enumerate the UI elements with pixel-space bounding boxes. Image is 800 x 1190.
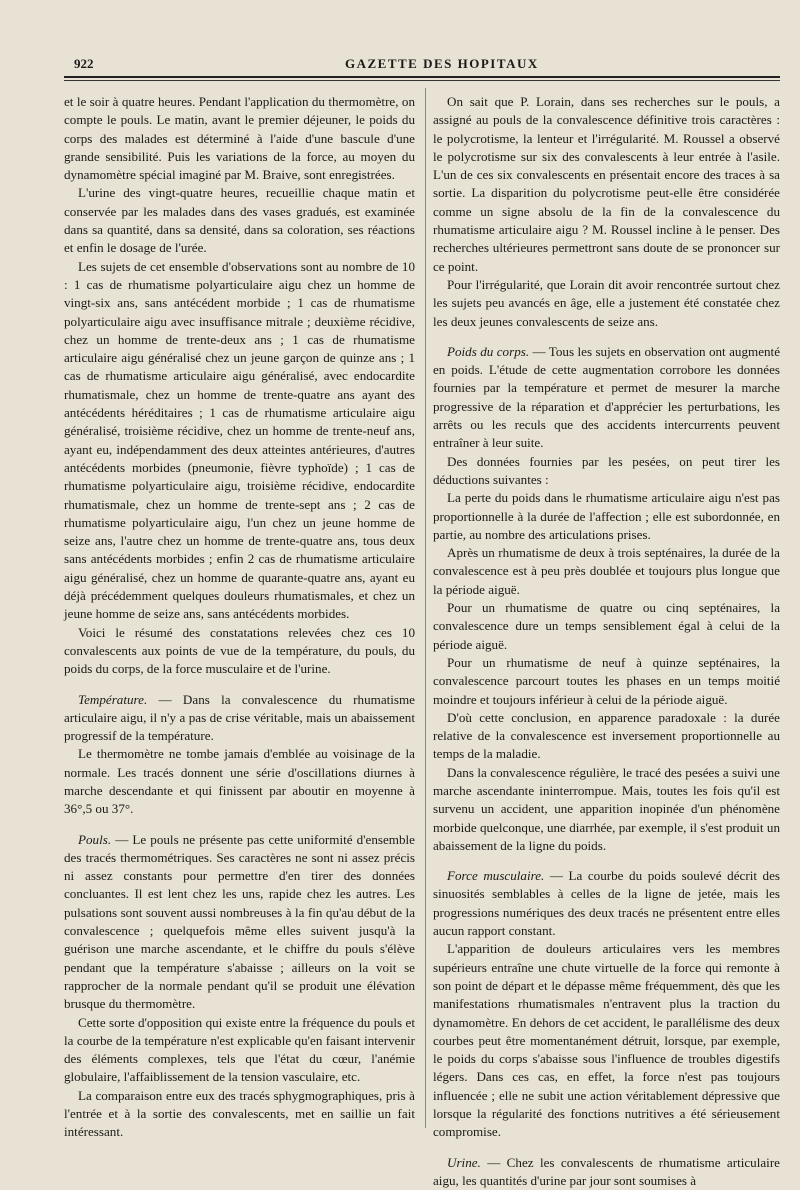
- paragraph-text: — La courbe du poids soulevé décrit des sinuosités semblables à celles de la ligne de jetée, mais les progressions numériques des deux tracés ne présentent entre elles aucun rapport constant.: [433, 868, 780, 939]
- column-separator: [425, 88, 426, 1128]
- header-rule-thin: [64, 80, 780, 81]
- paragraph: L'urine des vingt-quatre heures, recueillie chaque matin et conservée par les malades dans des vases gradués, est examinée dans sa quantité, dans sa densité, dans sa coloration, ses réactions et enfin le dosage de l'urée.: [64, 185, 415, 256]
- section-title: Température.: [78, 691, 148, 707]
- paragraph: Cette sorte d'opposition qui existe entre la fréquence du pouls et la courbe de la température n'est explicable qu'en faisant intervenir des éléments complexes, tels que l'état du cœur, l'anémie globulaire, l'affaiblissement de la tension vasculaire, etc.: [64, 1014, 415, 1085]
- page-number: 922: [74, 56, 94, 71]
- right-column: [433, 93, 780, 1190]
- paragraph: [433, 1154, 780, 1190]
- paragraph: Pour l'irrégularité, que Lorain dit avoir rencontrée surtout chez les sujets peu avancés en âge, elle a justement été constatée chez les deux jeunes convalescents de seize ans.: [433, 276, 780, 329]
- paragraph: D'où cette conclusion, en apparence paradoxale : la durée relative de la convalescence est inversement proportionnelle au temps de la maladie.: [433, 709, 780, 762]
- section-title: Poids du corps.: [447, 343, 530, 359]
- paragraph: Des données fournies par les pesées, on peut tirer les déductions suivantes :: [433, 453, 780, 487]
- paragraph: Pour un rhumatisme de quatre ou cinq septénaires, la convalescence dure un temps sensiblement égal à celui de la période aiguë.: [433, 600, 780, 652]
- header-rule-thick: [64, 76, 780, 78]
- paragraph: [64, 691, 415, 746]
- paragraph-text: — Le pouls ne présente pas cette uniformité d'ensemble des tracés thermométriques. Ses caractères ne sont ni assez précis ni assez constants pour permettre d'en tirer des données concluantes. Il est lent chez les uns, rapide chez les autres. Les pulsations sont souvent aussi nombreuses à la fin qu'au début de la convalescence ; quelquefois même elles suivent jusqu'à la guérison une marche ascendante, et le chiffre du pouls s'élève pendant que la température s'abaisse ; ailleurs on la voit se rapprocher de la normale pendant qu'il se produit une élévation brusque du thermomètre.: [64, 831, 415, 1012]
- paragraph: Après un rhumatisme de deux à trois septénaires, la durée de la convalescence est à peu près doublée et toujours plus longue que la période aiguë.: [433, 545, 780, 597]
- paragraph: Pour un rhumatisme de neuf à quinze septénaires, la convalescence parcourt toutes les phases en un temps moitié moindre et toujours inférieur à celui de la période aiguë.: [433, 654, 780, 707]
- paragraph: Le thermomètre ne tombe jamais d'emblée au voisinage de la normale. Les tracés donnent une série d'oscillations diurnes à marche descendante et qui finissent par aboutir en moyenne à 36°,5 ou 37°.: [64, 746, 415, 817]
- paragraph: Les sujets de cet ensemble d'observations sont au nombre de 10 : 1 cas de rhumatisme polyarticulaire aigu chez un homme de vingt-six ans, sans antécédent morbide ; 1 cas de rhumatisme polyarticulaire aigu avec insuffisance mitrale ; deuxième récidive, chez un homme de trente-deux ans ; 1 cas de rhumatisme articulaire aigu généralisé chez un jeune garçon de quinze ans ; 1 cas de rhumatisme articulaire aigu généralisé, avec endocardite rhumatismale, chez un homme de trente-quatre ans ayant des antécédents héréditaires ; 1 cas de rhumatisme articulaire aigu généralisé, troisième récidive, chez un homme de trente-neuf ans, ayant eu, indépendamment des deux atteintes antérieures, d'autres antécédents morbides (pneumonie, fièvre typhoïde) ; 1 cas de rhumatisme polyarticulaire aigu, troisième récidive, endocardite rhumatismale, chez un homme de trente-sept ans ; 2 cas de rhumatisme polyarticulaire aigu, l'un chez un jeune homme de seize ans, l'autre chez un homme de trente-quatre ans, tous deux sans antécédents morbides ; enfin 2 cas de rhumatisme articulaire aigu généralisé, chez un homme de quarante-quatre ans, ayant eu déjà précédemment quelques douleurs rhumatismales, et chez un jeune homme de seize ans, sans antécédents morbides.: [64, 258, 415, 622]
- paragraph: et le soir à quatre heures. Pendant l'application du thermomètre, on compte le pouls. Le matin, avant le premier déjeuner, le poids du corps des malades est déterminé à l'aide d'une bascule d'une grande sensibilité. Puis les variations de la force, au moyen du dynamomètre spécial imaginé par M. Braive, sont enregistrées.: [64, 94, 415, 183]
- paragraph-text: — Tous les sujets en observation ont augmenté en poids. L'étude de cette augmentation corrobore les données fournies par la température et permet de mesurer la marche progressive de la réparation et d'apprécier les perturbations, les arrêts ou les reculs que des accidents intercurrents peuvent entraîner à leur suite.: [433, 343, 781, 451]
- paragraph-text: — Chez les convalescents de rhumatisme articulaire aigu, les quantités d'urine par jour sont soumises à: [433, 1154, 780, 1188]
- paragraph: [64, 831, 415, 1014]
- left-column: [64, 93, 415, 1142]
- running-title: GAZETTE DES HOPITAUX: [345, 56, 539, 71]
- paragraph: Dans la convalescence régulière, le tracé des pesées a suivi une marche ascendante ininterrompue. Mais, toutes les fois qu'il est survenu un accident, une apparition inopinée d'un phénomène morbide quelconque, une diarrhée, par exemple, il s'est produit un abaissement de la ligne du poids.: [433, 764, 780, 853]
- paragraph: La comparaison entre eux des tracés sphygmographiques, pris à l'entrée et à la sortie des convalescents, met en saillie un fait intéressant.: [64, 1087, 415, 1140]
- paragraph: L'apparition de douleurs articulaires vers les membres supérieurs entraîne une chute virtuelle de la force qui remonte à son point de départ et le dépasse même fréquemment, dès que les manifestations rhumatismales n'entravent plus la traction du dynamomètre. En dehors de cet accident, le parallélisme des deux courbes peut être momentanément détruit, lorsque, par exemple, le poids du corps s'abaisse sous l'influence de troubles digestifs légers. Dans ces cas, en effet, la force n'est pas toujours influencée ; elle ne subit une action véritablement dépressive que lorsque la régularité des fonctions nutritives a été sérieusement compromise.: [433, 941, 780, 1140]
- paragraph: La perte du poids dans le rhumatisme articulaire aigu n'est pas proportionnelle à la durée de l'affection ; elle est subordonnée, en partie, au nombre des articulations prises.: [433, 490, 780, 542]
- paragraph: On sait que P. Lorain, dans ses recherches sur le pouls, a assigné au pouls de la convalescence définitive trois caractères : le polycrotisme, la lenteur et l'irrégularité. M. Roussel a observé le polycrotisme sur six des convalescents à leur entrée à l'asile. L'un de ces six convalescents en présentait encore des traces à sa sortie. La disparition du polycrotisme peut-elle être considérée comme un signe absolu de la fin de la convalescence du rhumatisme articulaire aigu ? M. Roussel incline à le penser. Des recherches ultérieures permettront sans doute de se prononcer sur ce point.: [433, 94, 780, 274]
- section-title: Pouls.: [78, 831, 112, 847]
- paragraph-text: — Dans la convalescence du rhumatisme articulaire aigu, il n'y a pas de crise véritable, mais un abaissement progressif de la température.: [64, 691, 415, 744]
- paragraph: [433, 867, 780, 940]
- paragraph: Voici le résumé des constatations relevées chez ces 10 convalescents aux points de vue de la température, du pouls, du poids du corps, de la force musculaire et de l'urine.: [64, 624, 415, 677]
- section-title: Urine.: [447, 1154, 481, 1170]
- paragraph: [433, 343, 780, 453]
- section-title: Force musculaire.: [447, 868, 545, 884]
